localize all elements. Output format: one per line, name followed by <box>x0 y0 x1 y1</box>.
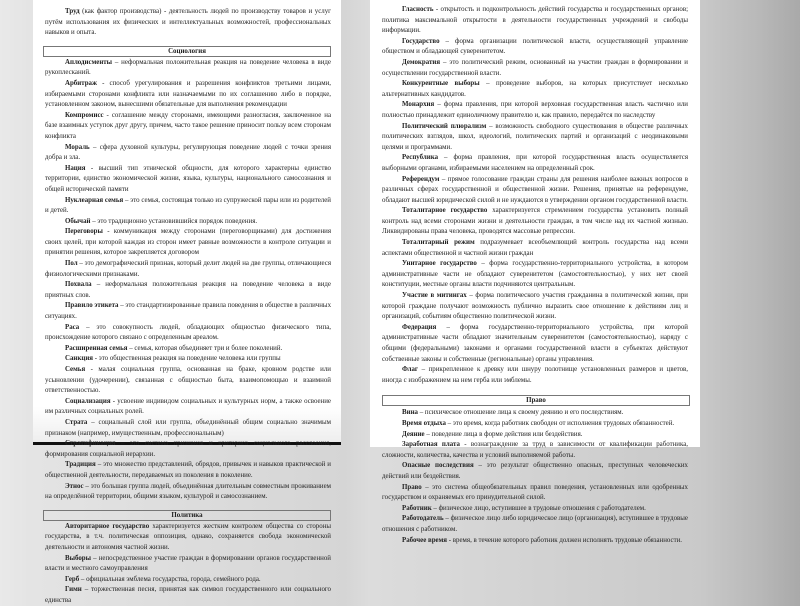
definition: - способ урегулирования и разрешения конфликтов третьими лицами, избираемыми сторонами конфликта или назначаемыми по их соглашению либо в порядке, установленном законом, вынесшими обязательные для выполнения рекомендации <box>45 79 331 109</box>
definition-entry <box>382 291 688 323</box>
definition: – это время, когда работник свободен от исполнения трудовых обязанностей. <box>445 419 675 427</box>
definition: – психическое отношение лица к своему деянию и его последствиям. <box>417 409 624 417</box>
definition-entry <box>382 483 688 504</box>
term: Аплодисменты <box>65 58 113 66</box>
definition-entry <box>382 408 688 419</box>
definition-entry <box>382 419 688 430</box>
section-heading: Социология <box>43 46 331 57</box>
definition-entry <box>45 217 331 228</box>
term: Раса <box>65 323 80 331</box>
definition: – физическое лицо либо юридическое лицо (организация), вступившее в трудовые отношения с работником. <box>382 515 688 533</box>
definition: подразумевает всеобъемлющий контроль государства над всеми аспектами общественной и частной жизни граждан <box>382 239 689 257</box>
definition-entry <box>45 397 331 418</box>
term: Тоталитарное государство <box>402 207 488 215</box>
term: Традиция <box>65 461 96 469</box>
term: Конкурентные выборы <box>402 80 480 88</box>
definition: - малая социальная группа, основанная на браке, кровном родстве или усыновлении (удочерении), связанная с общностью быта, взаимопомощью и взаимной ответственностью. <box>45 366 331 395</box>
definition-entry <box>45 79 331 111</box>
definition: (как фактор производства) - деятельность людей по производству товаров и услуг путём использования их физических и интеллектуальных возможностей, профессиональных навыков и опыта. <box>45 8 331 37</box>
definition: – проведение выборов, на которых присутствует несколько альтернативных кандидатов. <box>382 80 688 98</box>
definition: - время, в течение которого работник должен исполнять трудовые обязанности. <box>447 536 682 544</box>
term: Гласность <box>402 6 434 13</box>
term: Деяние <box>402 430 425 438</box>
definition: - соглашение между сторонами, имеющими разногласия, заключенное на базе взаимных уступок друг другу, причем, часто такое решение приносит пользу всем сторонам конфликта <box>45 111 331 140</box>
section-heading: Политика <box>43 510 331 521</box>
term: Нация <box>65 164 86 172</box>
definition-entry <box>382 323 688 365</box>
term: Пол <box>65 260 78 268</box>
definition: – торжественная песня, принятая как символ государственного или социального единства <box>45 586 331 604</box>
definition: - усвоение индивидом социальных и культурных норм, а также освоение им различных социальных ролей. <box>45 397 331 416</box>
definition-entry <box>45 344 331 355</box>
term: Референдум <box>402 175 440 183</box>
definition: характеризуется жестким контролем общества со стороны государства, в т.ч. политическая оппозиция, однако, сохраняется свобода экономической деятельности и автономия частной жизни. <box>45 522 332 551</box>
term: Стратификация <box>65 440 116 448</box>
term: Опасные последствия <box>402 462 474 470</box>
definition: – семья, которая объединяет три и более поколений. <box>127 344 283 352</box>
term: Труд <box>65 8 80 15</box>
term: Арбитраж <box>65 79 97 87</box>
definition-entry <box>45 280 331 301</box>
term: Республика <box>402 154 439 162</box>
definition: – неформальная положительная реакция на поведение человека в виде приятных слов. <box>45 281 331 299</box>
term: Страта <box>65 418 88 426</box>
definition-entry <box>45 323 331 344</box>
document-page-left <box>33 0 341 604</box>
term: Правило этикета <box>65 302 119 310</box>
definition-entry <box>382 504 688 515</box>
term: Семья <box>65 366 86 373</box>
term: Работодатель <box>402 515 444 523</box>
term: Социализация <box>65 397 111 405</box>
definition-entry <box>45 365 331 397</box>
definition-entry <box>45 418 331 439</box>
definition: - вознаграждение за труд в зависимости от квалификации работника, сложности, количества, качества и условий выполняемой работы. <box>382 441 689 459</box>
definition: – форма правления, при которой государственная власть осуществляется выборными органами, избираемыми населением на определенный срок. <box>382 154 688 172</box>
definition-entry <box>45 7 331 39</box>
term: Нуклеарная семья <box>65 196 124 204</box>
definition-entry <box>382 440 688 461</box>
term: Время отдыха <box>402 419 446 427</box>
term: Федерация <box>402 323 437 331</box>
definition: – форма государственно-территориального устройства, в котором административные части не обладают суверенитетом (самостоятельностью), у них нет своей конституции, местные органы власти подчиняются центральным. <box>382 260 688 289</box>
definition: - открытость и подконтрольность действий государства и государственных органов; политика максимальной открытости в деятельности государственных учреждений и свободы информации. <box>382 6 688 35</box>
definition-entry <box>382 79 688 100</box>
definition-entry <box>45 460 331 481</box>
term: Вина <box>402 409 418 417</box>
section-heading: Право <box>382 395 690 406</box>
definition: – прямое голосование граждан страны для решения наиболее важных вопросов в различных сферах государственной и общественной жизни. Решения, принятые на референдуме, обладают высшей юридической силой и не нуждаются в утверждении органом государственной власти. <box>382 175 688 204</box>
definition: – форма политического участия гражданина в политической жизни, при которой граждане получают возможность публично выразить свое отношение к действиям лиц и организаций, событиям общественно политической жизни. <box>382 292 688 321</box>
definition: – это множество представлений, обрядов, привычек и навыков практической и общественной деятельности, передаваемых из поколения в поколение. <box>45 461 331 479</box>
definition: – физическое лицо, вступившее в трудовые отношения с работодателем. <box>431 504 646 512</box>
term: Государство <box>402 37 440 45</box>
definition-entry <box>45 58 331 79</box>
definition: – прикрепленное к древку или шнуру полотнище установленных размеров и цветов, иногда с изображением на нем герба или эмблемы. <box>382 366 688 384</box>
definition: – это большая группа людей, объединённая длительным совместным проживанием на определённой территории, общими языком, культурой и самосознанием. <box>45 482 331 501</box>
term: Санкция <box>65 355 94 363</box>
definition-entry <box>382 37 688 58</box>
definition: – это традиционно установившийся порядок поведения. <box>90 217 258 225</box>
definition: – это демографический признак, который делит людей на две группы, отличающиеся физиологическими признаками. <box>45 260 331 278</box>
definition-entry <box>382 100 688 121</box>
definition-entry <box>45 554 331 575</box>
term: Обычай <box>65 217 91 225</box>
definition: – сфера духовной культуры, регулирующая поведение людей с точки зрения добра и зла. <box>45 143 331 162</box>
term: Выборы <box>65 554 91 562</box>
definition-entry <box>382 514 688 535</box>
term: Демократия <box>402 58 441 66</box>
term: Переговоры <box>65 228 103 236</box>
definition: – это совокупность людей, обладающих общностью физического типа, происхождение которого связано с определенным ареалом. <box>45 323 331 342</box>
definition-entry <box>382 430 688 441</box>
definition: – это система общеобязательных правил поведения, установленных или одобренных государством и охраняемых его принудительной силой. <box>382 483 688 502</box>
definition: – неформальная положительная реакция на поведение человека в виде рукоплесканий. <box>45 58 331 77</box>
definition: - коммуникация между сторонами (переговорщиками) для достижения своих целей, при которой каждая из сторон имеет равные возможности в контроле ситуации и принятии решения, которое закрепляется договором <box>45 228 331 257</box>
definition-entry <box>382 175 688 207</box>
definition-entry <box>382 206 688 238</box>
term: Гимн <box>65 586 82 594</box>
definition-entry <box>45 585 331 606</box>
definition: – форма правления, при которой верховная государственная власть частично или полностью принадлежит единоличному правителю и, как правило, передаётся по наследству <box>382 101 688 119</box>
definition-entry <box>382 365 688 386</box>
definition-entry <box>45 259 331 280</box>
definition-entry <box>382 58 688 79</box>
term: Этнос <box>65 482 84 490</box>
definition-entry <box>45 354 331 365</box>
definition-entry <box>45 522 331 554</box>
definition: характеризуется стремлением государства установить полный контроль над всеми сторонами жизни и деятельности граждан, в том числе над их частной жизнью. Ликвидированы права человека, проводятся массовые репрессии. <box>382 207 688 236</box>
term: Похвала <box>65 281 92 289</box>
definition-entry <box>382 461 688 482</box>
definition-entry <box>382 238 688 259</box>
term: Флаг <box>402 366 419 374</box>
term: Тоталитарный режим <box>402 239 475 247</box>
term: Монархия <box>402 101 435 109</box>
definition: – это система признаков и критериев социального расслоения, формирования социальной иерархии. <box>45 440 331 458</box>
term: Авторитарное государство <box>65 522 150 530</box>
term: Заработная плата <box>402 441 460 449</box>
definition-entry <box>45 482 331 503</box>
definition: – непосредственное участие граждан в формировании органов государственной власти и местного самоуправления <box>45 554 331 573</box>
definition-entry <box>382 153 688 174</box>
definition: – это политический режим, основанный на участии граждан в формировании и осуществлении государственной власти. <box>382 58 688 77</box>
definition: – социальный слой или группа, объединённый общим социально значимым признаком (например, имущественным, профессиональным) <box>45 418 331 437</box>
term: Участие в митингах <box>402 292 467 300</box>
definition-entry <box>45 575 331 586</box>
definition-entry <box>45 196 331 217</box>
term: Герб <box>65 575 80 583</box>
term: Право <box>402 483 422 491</box>
definition: – форма организации политической власти, осуществляющей управление обществом и обладающей суверенитетом. <box>382 37 688 56</box>
definition-entry <box>45 301 331 322</box>
definition: – возможность свободного существования в обществе различных политических взглядов, школ, идеологий, политических партий и организаций с неодинаковыми целями и программами. <box>382 122 688 151</box>
term: Политический плюрализм <box>402 122 487 130</box>
term: Работник <box>402 504 432 512</box>
definition-entry <box>45 227 331 259</box>
definition: - высший тип этнической общности, для которого характерны единство территории, единство экономической жизни, языка, культуры, национального самосознания и общей исторической памяти <box>45 164 331 193</box>
definition-entry <box>382 5 688 37</box>
term: Расширенная семья <box>65 344 128 352</box>
definition: – поведение лица в форме действия или бездействия. <box>424 430 583 438</box>
document-page-right <box>370 0 700 544</box>
definition-entry <box>382 259 688 291</box>
definition-entry <box>45 143 331 164</box>
definition: – это семья, состоящая только из супружеской пары или из родителей и детей. <box>45 196 331 215</box>
definition-entry <box>45 111 331 143</box>
term: Унитарное государство <box>402 260 477 268</box>
definition: – официальная эмблема государства, города, семейного рода. <box>79 575 261 583</box>
term: Компромисс <box>65 111 104 119</box>
definition-entry <box>45 164 331 196</box>
definition-entry <box>382 536 688 547</box>
definition: – форма государственно-территориального устройства, при которой административные части обладают значительным суверенитетом (самостоятельностью), наряду с общими (федеральными) законами и органами государственной власти в субъектах действуют собственные законы и собственные (региональные) органы управления. <box>382 323 688 363</box>
term: Рабочее время <box>402 536 448 544</box>
definition: - это общественная реакция на поведение человека или группы <box>93 355 281 363</box>
definition: – это стандартизированные правила поведения в обществе в различных ситуациях. <box>45 302 332 321</box>
definition: – это результат общественно опасных, преступных человеческих действий или бездействия. <box>382 462 688 480</box>
definition-entry <box>382 122 688 154</box>
term: Мораль <box>65 143 90 151</box>
